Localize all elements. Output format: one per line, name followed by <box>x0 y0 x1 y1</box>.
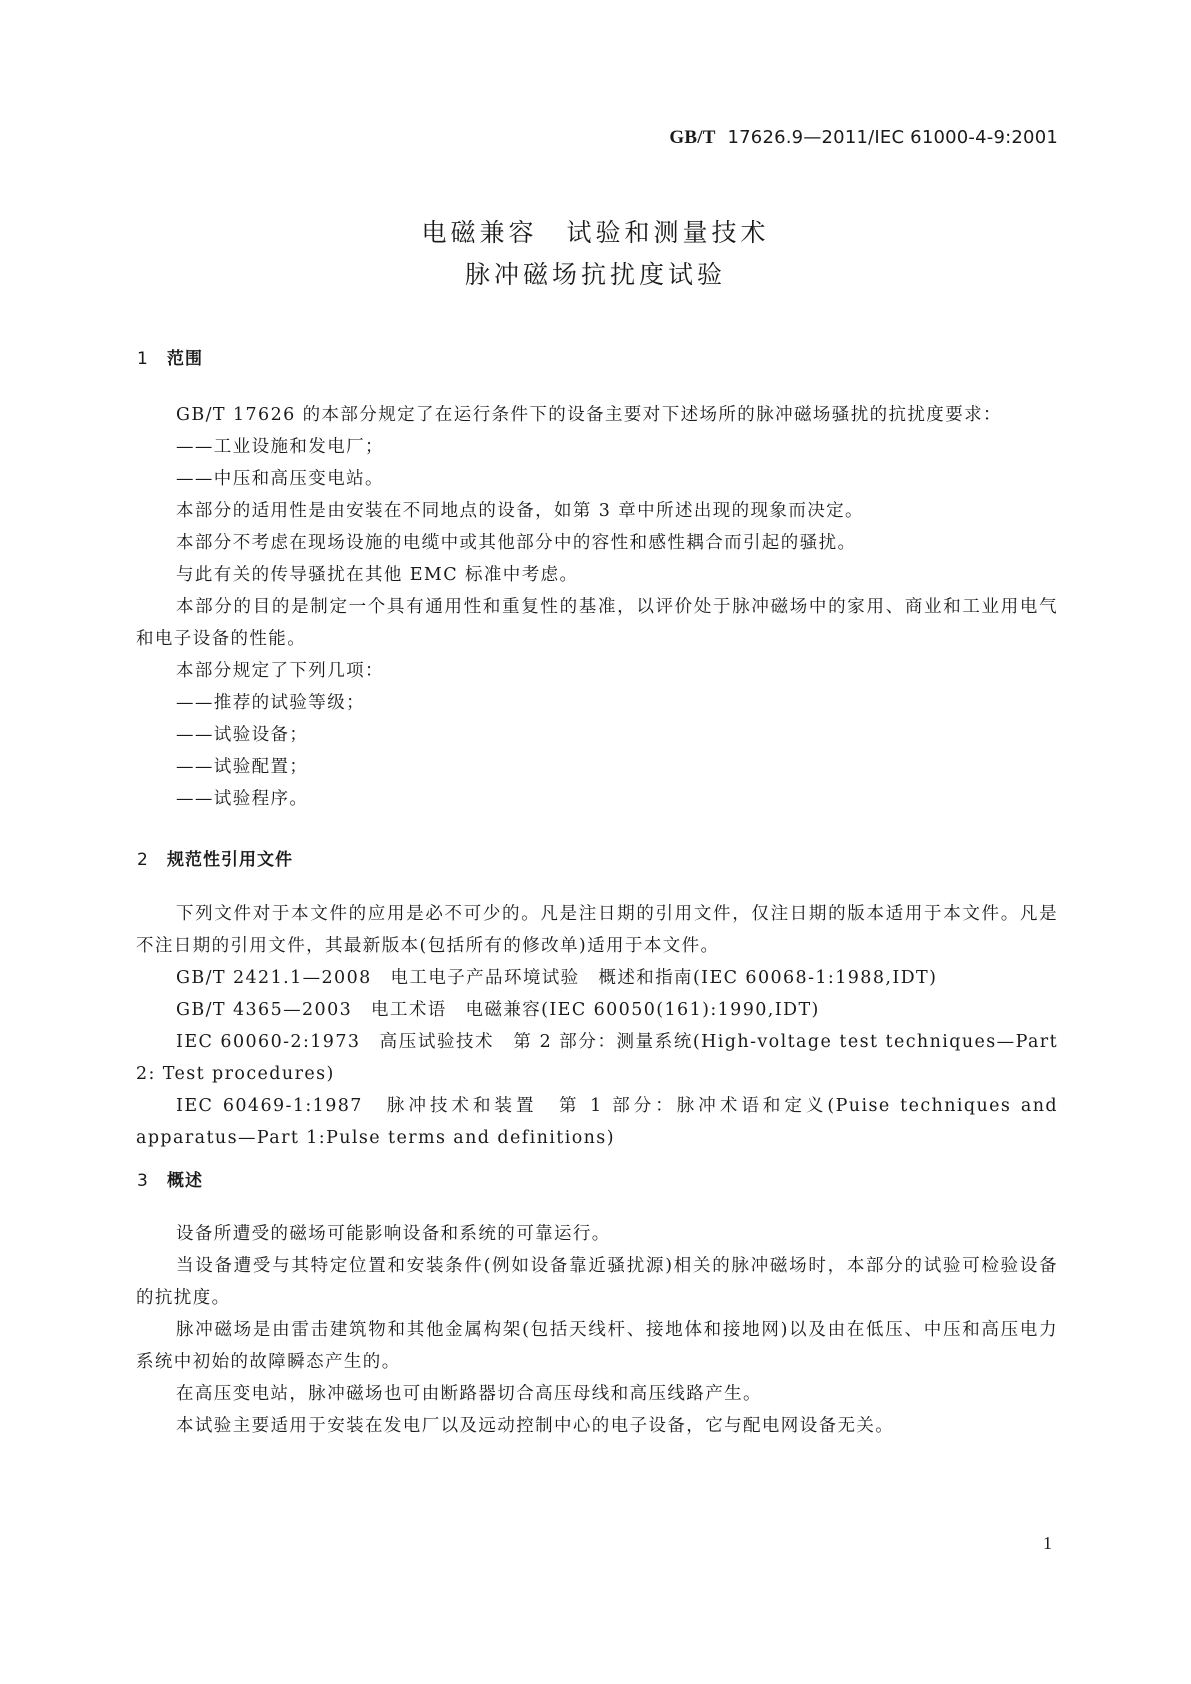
section-number: 2 <box>137 850 149 870</box>
section-title: 规范性引用文件 <box>167 850 293 870</box>
section-2-heading <box>137 845 293 870</box>
section-3-heading <box>137 1166 203 1191</box>
reference-entry: IEC 60060-2:1973 高压试验技术 第 2 部分：测量系统(High-voltage test techniques—Part 2: Test procedures) <box>136 1032 1058 1084</box>
list-item: ——工业设施和发电厂； <box>176 437 384 457</box>
reference-entry: GB/T 2421.1—2008 电工电子产品环境试验 概述和指南(IEC 60068-1:1988,IDT) <box>176 968 938 988</box>
section-3-body <box>136 1218 1058 1442</box>
document-title-line-2: 脉冲磁场抗扰度试验 <box>464 260 726 289</box>
section-1-heading <box>137 344 203 369</box>
reference-entry: GB/T 4365—2003 电工术语 电磁兼容(IEC 60050(161):1990,IDT) <box>176 1000 820 1020</box>
paragraph: 本部分规定了下列几项： <box>176 661 384 681</box>
reference-entry: IEC 60469-1:1987 脉冲技术和装置 第 1 部分：脉冲术语和定义(Puise techniques and apparatus—Part 1:Pulse terms and definitions) <box>136 1096 1058 1148</box>
section-number: 1 <box>137 349 149 369</box>
paragraph: 下列文件对于本文件的应用是必不可少的。凡是注日期的引用文件，仅注日期的版本适用于本文件。凡是不注日期的引用文件，其最新版本(包括所有的修改单)适用于本文件。 <box>136 904 1058 956</box>
standard-code-header <box>669 127 1058 149</box>
paragraph: 本部分的适用性是由安装在不同地点的设备，如第 3 章中所述出现的现象而决定。 <box>176 501 864 521</box>
page-number: 1 <box>1043 1533 1052 1553</box>
standard-code-number: 17626.9—2011/IEC 61000-4-9:2001 <box>727 127 1058 148</box>
paragraph: GB/T 17626 的本部分规定了在运行条件下的设备主要对下述场所的脉冲磁场骚扰的抗扰度要求： <box>176 405 1002 425</box>
paragraph: 设备所遭受的磁场可能影响设备和系统的可靠运行。 <box>176 1224 611 1244</box>
paragraph: 当设备遭受与其特定位置和安装条件(例如设备靠近骚扰源)相关的脉冲磁场时，本部分的试验可检验设备的抗扰度。 <box>136 1256 1058 1308</box>
section-title: 范围 <box>167 349 203 369</box>
paragraph: 脉冲磁场是由雷击建筑物和其他金属构架(包括天线杆、接地体和接地网)以及由在低压、中压和高压电力系统中初始的故障瞬态产生的。 <box>136 1320 1058 1372</box>
list-item: ——中压和高压变电站。 <box>176 469 384 489</box>
paragraph: 与此有关的传导骚扰在其他 EMC 标准中考虑。 <box>176 565 579 585</box>
section-2-body <box>136 898 1058 1154</box>
list-item: ——试验程序。 <box>176 789 309 809</box>
paragraph: 本试验主要适用于安装在发电厂以及远动控制中心的电子设备，它与配电网设备无关。 <box>176 1416 895 1436</box>
list-item: ——试验设备； <box>176 725 309 745</box>
paragraph: 在高压变电站，脉冲磁场也可由断路器切合高压母线和高压线路产生。 <box>176 1384 762 1404</box>
section-1-body <box>136 399 1058 815</box>
list-item: ——试验配置； <box>176 757 309 777</box>
document-title-line-1: 电磁兼容 试验和测量技术 <box>421 218 770 247</box>
list-item: ——推荐的试验等级； <box>176 693 365 713</box>
section-title: 概述 <box>167 1171 203 1191</box>
section-number: 3 <box>137 1171 149 1191</box>
standard-code-prefix: GB/T <box>669 127 716 148</box>
paragraph: 本部分不考虑在现场设施的电缆中或其他部分中的容性和感性耦合而引起的骚扰。 <box>176 533 857 553</box>
paragraph: 本部分的目的是制定一个具有通用性和重复性的基准，以评价处于脉冲磁场中的家用、商业和工业用电气和电子设备的性能。 <box>136 597 1058 649</box>
